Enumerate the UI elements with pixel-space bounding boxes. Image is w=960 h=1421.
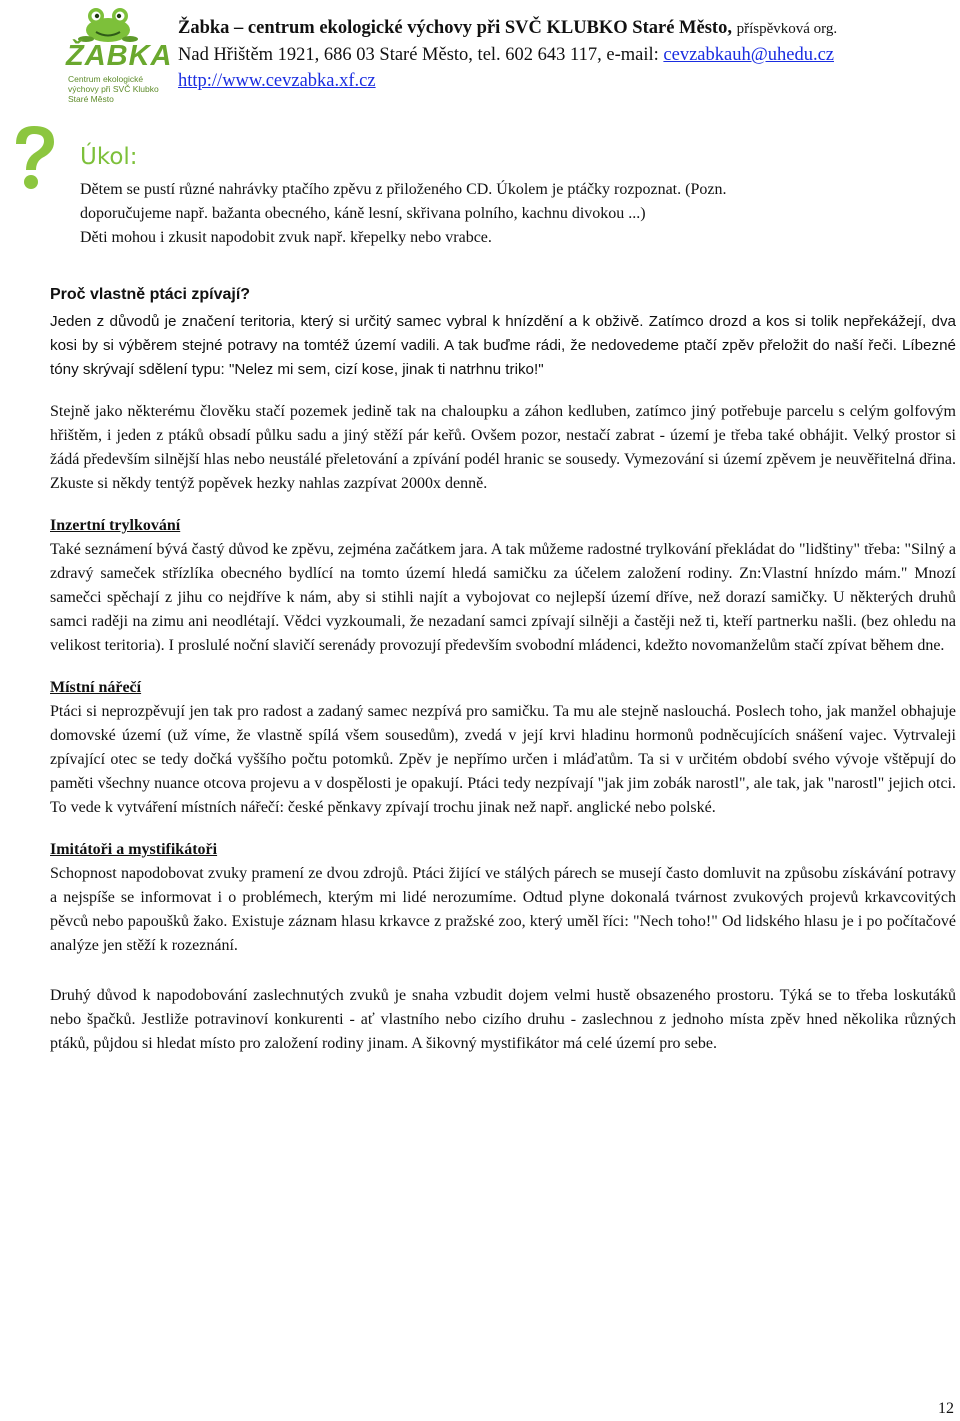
org-address: Nad Hřištěm 1921, 686 03 Staré Město, tel. 602 643 117, e-mail: <box>178 45 659 65</box>
task-line: doporučujeme např. bažanta obecného, káně lesní, skřivana polního, kachnu divokou ...) <box>80 205 646 222</box>
section-heading-dialects: Místní nářečí <box>50 679 142 696</box>
paragraph-dialects: Ptáci si neprozpěvují jen tak pro radost a zadaný samec nezpívá pro samičku. Ta mu ale stejně naslouchá. Poslech toho, jak manžel obhajuje domovské území (už víme, že vlastně spílá všem sousedům), zvedá v její krvi hladinu hormonů podněcujících snášení vajec. Vytrvaleji zpívající otec se tedy dočká vyššího počtu potomků. Zpěv je nepřímo určen i mláďatům. Ta si v určitém období svého vývoje vštěpují do paměti všechny nuance otcova projevu a v dospělosti je opakují. Ptáci tedy nezpívají "jak jim zobák narostl", ale tak, jak "narostl" jejich otci. To vede k vytváření místních nářečí: české pěnkavy zpívají trochu jinak než např. anglické nebo polské. <box>50 703 956 816</box>
paragraph-space: Stejně jako některému člověku stačí pozemek jedině tak na chaloupku a záhon kedluben, zatímco jiný potřebuje parcelu s celým golfovým hřištěm, i jeden z ptáků obsadí půlku sadu a jiný stěží pár keřů. Ovšem pozor, nestačí zabrat - území je třeba také obhájit. Velký prostor si žádá především silnější hlas nebo neustálé přeletování a zpívání podél hranic se sousedy. Vymezování si území zpěvem je neuvěřitelná dřina. Zkuste si někdy tentýž popěvek hezky nahlas zazpívat 2000x denně. <box>50 403 956 492</box>
task-line: Děti mohou i zkusit napodobit zvuk např. křepelky nebo vrabce. <box>80 229 492 246</box>
paragraph-courtship: Také seznámení bývá častý důvod ke zpěvu, zejména začátkem jara. A tak můžeme radostné trylkování překládat do "lidštiny" třeba: "Silný a zdravý sameček střízlíka obecného bydlící na tomto území hledá samičku za účelem založení rodiny. Zn:Vlastní hnízdo mám." Mnozí samečci spěchají z jihu co nejdříve k nám, aby si stihli najít a vybojovat co nejlepší území dříve, než dorazí samičky. U některých druhů samci raději na zimu ani neodlétají. Vědci vyzkoumali, že nezadaní samci zpívají silněji a častěji než ti, kteří partnerku našli. (bez ohledu na velikost teritoria). I proslulé noční slavičí serenády provozují především svobodní mládenci, kdežto novomanželům stačí zpívat během dne. <box>50 541 956 654</box>
task-line: Dětem se pustí různé nahrávky ptačího zpěvu z přiloženého CD. Úkolem je ptáčky rozpoznat. (Pozn. <box>80 181 727 198</box>
section-heading-imitators: Imitátoři a mystifikátoři <box>50 841 218 858</box>
org-name: Žabka – centrum ekologické výchovy při SVČ KLUBKO Staré Město, <box>178 18 732 38</box>
paragraph-closing: Druhý důvod k napodobování zaslechnutých zvuků je snaha vzbudit dojem velmi hustě obsazeného prostoru. Týká se to třeba loskutáků nebo špačků. Jestliže potravinoví konkurenti - ať vlastního nebo cizího druhu - zaslechnou z jednoho místa zpěv hned několika různých ptáků, půjdou si hledat místo pro založení rodiny jinam. A šikovný mystifikátor má celé území pro sebe. <box>50 987 956 1052</box>
section-heading-courtship: Inzertní trylkování <box>50 517 181 534</box>
zabka-logo <box>58 4 173 104</box>
paragraph-territory: Jeden z důvodů je značení teritoria, který si určitý samec vybral k hnízdění a k obživě. Zatímco drozd a kos si tolik nepřekážejí, dva kosi by si výběrem stejné potravy na tomtéž území vadili. A tak buďme rádi, že nedovedeme ptačí zpěv přeložit do naší řeči. Líbezné tóny skrývají sdělení typu: "Nelez mi sem, cizí kose, jinak ti natrhnu triko!" <box>50 313 956 378</box>
logo-subtitle: Centrum ekologické výchovy při SVČ Klubko Staré Město <box>68 74 159 104</box>
article-body <box>50 283 956 1056</box>
question-mark-icon <box>4 120 64 198</box>
org-type: příspěvková org. <box>736 21 838 37</box>
task-label: Úkol: <box>80 144 138 170</box>
section-heading-why: Proč vlastně ptáci zpívají? <box>50 286 251 303</box>
header-contact <box>178 15 837 94</box>
page-number: 12 <box>938 1400 954 1417</box>
paragraph-imitators: Schopnost napodobovat zvuky pramení ze dvou zdrojů. Ptáci žijící ve stálých párech se musejí často domluvit na způsobu získávání potravy a nejspíše se informovat i o problémech, kterým mi lidé nerozumíme. Odtud plyne dokonalá tvárnost zvukových projevů krkavcovitých pěvců nebo papoušků žako. Existuje záznam hlasu krkavce z pražské zoo, který uměl říci: "Nech toho!" Od lidského hlasu je i po počítačové analýze jen stěží k rozeznání. <box>50 865 956 954</box>
frog-icon <box>58 4 158 44</box>
task-text <box>80 178 940 250</box>
email-link[interactable]: cevzabkauh@uhedu.cz <box>663 45 834 65</box>
page-header <box>0 0 960 110</box>
website-link[interactable]: http://www.cevzabka.xf.cz <box>178 71 376 91</box>
logo-wordmark: ŽABKA <box>66 40 173 72</box>
